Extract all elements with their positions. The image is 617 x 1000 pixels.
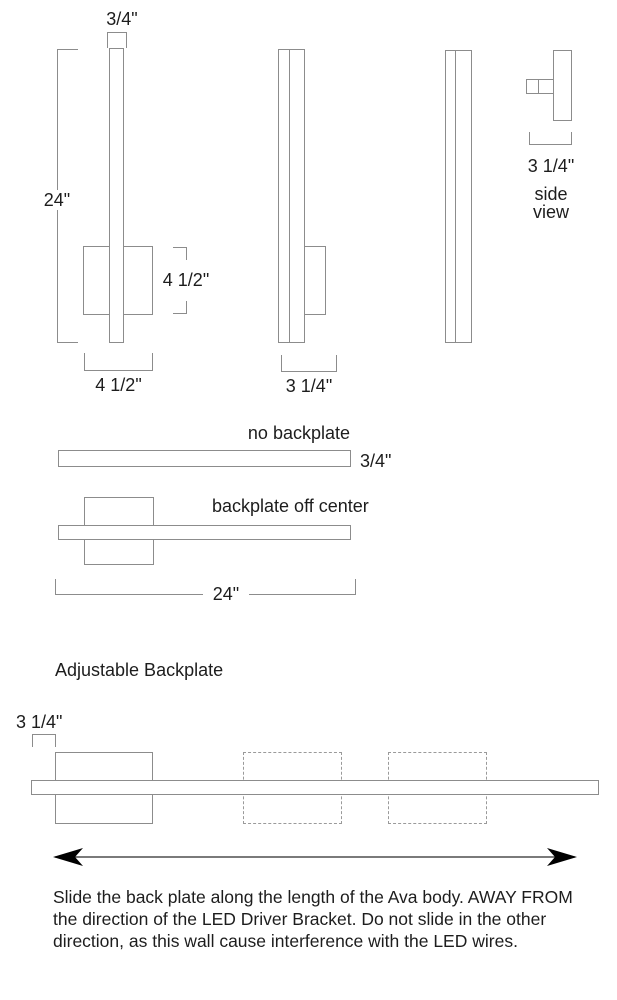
no-backplate-label: no backplate [247, 423, 350, 443]
side-view-width-label: 3 1/4" [527, 156, 575, 176]
bar-only-view-bar-edge-line [455, 51, 456, 342]
adjustable-backplate-title: Adjustable Backplate [55, 660, 224, 680]
length-label: 24" [203, 584, 249, 604]
adjustable-backplate-width-label: 3 1/4" [16, 712, 63, 732]
front-view-bar-width-bracket [107, 32, 127, 48]
angled-view-bar [278, 49, 305, 343]
side-view-bar-edge-line [538, 80, 539, 93]
angled-view-backplate [304, 246, 326, 315]
front-view-backplate-height-label: 4 1/2" [162, 270, 210, 290]
front-view-bar [109, 48, 124, 343]
front-view-backplate-width-label: 4 1/2" [95, 375, 142, 395]
angled-view-width-label: 3 1/4" [285, 376, 333, 396]
adjustable-backplate-width-bracket [32, 734, 56, 747]
slide-instructions-text: Slide the back plate along the length of the Ava body. AWAY FROM the direction of the LED Driver Bracket. Do not slide in the other direction, as this wall cause interference with the LED wires. [53, 887, 573, 951]
side-view-caption-line2: view [532, 202, 569, 222]
side-view-caption-line1: side [534, 184, 568, 204]
side-view-bar-stub [526, 79, 554, 94]
adjustable-bar [31, 780, 599, 795]
front-view-bar-width-label: 3/4" [106, 9, 138, 29]
front-view-backplate-height-corner-top [173, 247, 187, 260]
no-backplate-bar [58, 450, 351, 467]
side-view-backplate [553, 50, 572, 121]
front-view-backplate-width-bracket [84, 353, 153, 371]
front-view-bar-height-label: 24" [36, 190, 78, 210]
angled-view-width-bracket [281, 355, 337, 372]
off-center-label: backplate off center [212, 496, 369, 516]
side-view-width-bracket [529, 132, 572, 145]
bar-only-view-bar [445, 50, 472, 343]
slide-direction-arrow [45, 845, 585, 869]
off-center-bar [58, 525, 351, 540]
angled-view-bar-edge-line [289, 50, 290, 342]
front-view-backplate-height-corner-bottom [173, 301, 187, 314]
bar-thickness-label: 3/4" [360, 451, 392, 471]
